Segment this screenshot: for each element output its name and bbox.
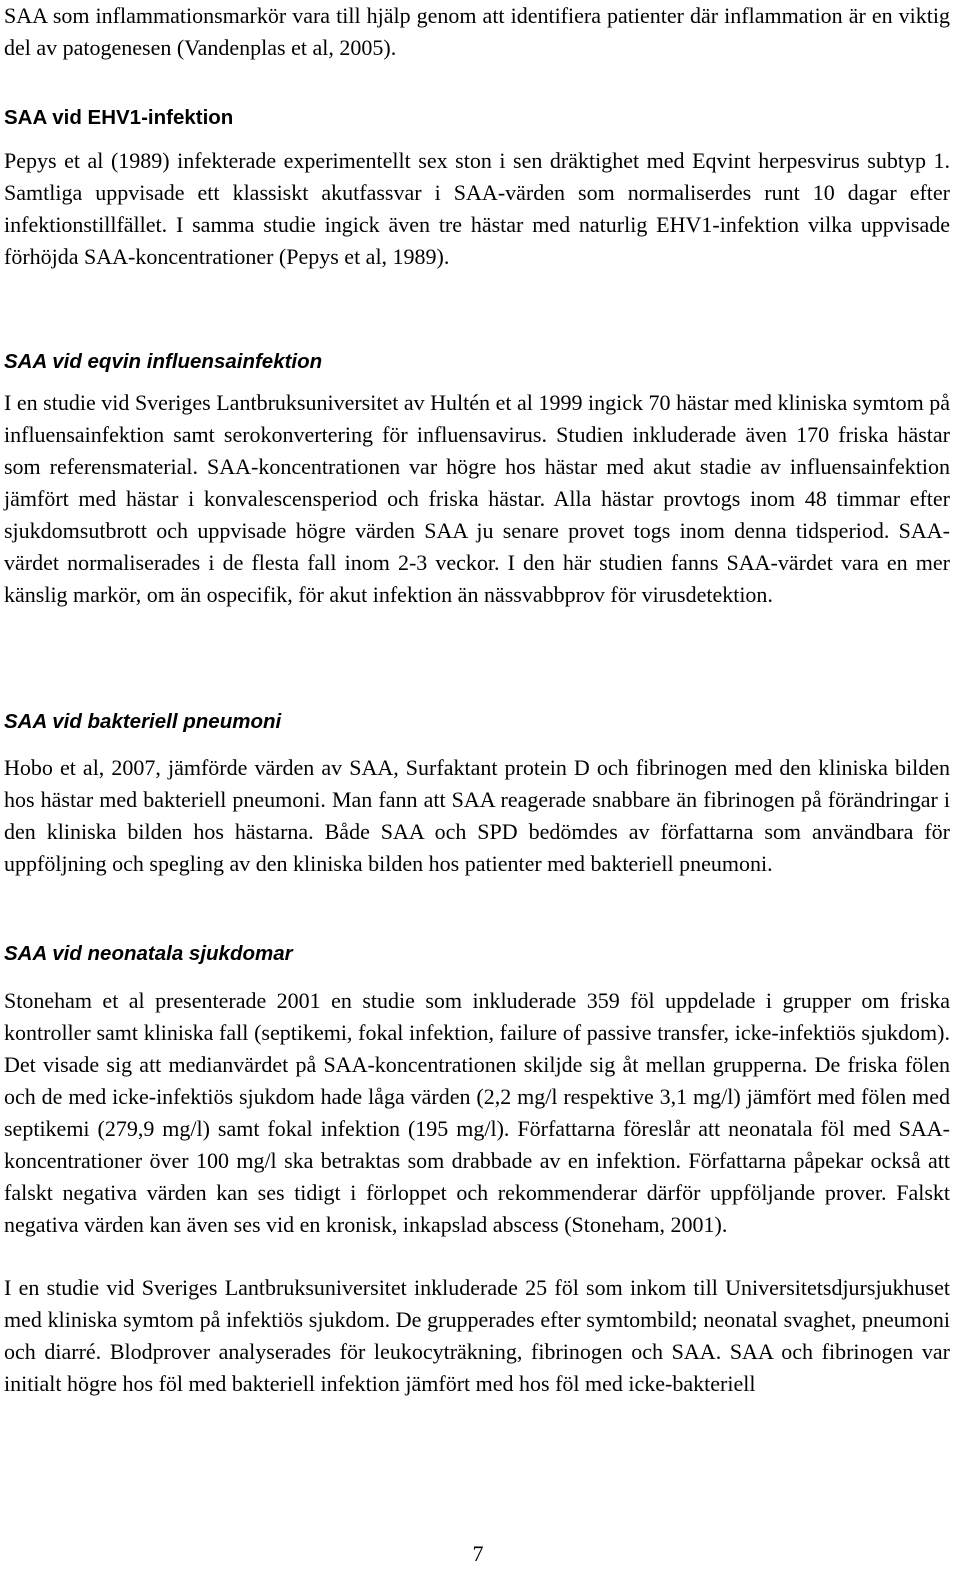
section-pneumoni (4, 707, 950, 880)
section-neonatala (4, 939, 950, 1400)
section-influensa (4, 347, 950, 611)
section-paragraph: I en studie vid Sveriges Lantbruksuniversitet av Hultén et al 1999 ingick 70 hästar med kliniska symtom på influensainfektion samt serokonvertering för influensavirus. Studien inkluderade även 170 friska hästar som referensmaterial. SAA-koncentrationen var högre hos hästar med akut stadie av influensainfektion jämfört med hästar i konvalescensperiod och friska hästar. Alla hästar provtogs inom 48 timmar efter sjukdomsutbrott och uppvisade högre värden SAA ju senare provet togs inom denna tidsperiod. SAA-värdet normaliserades i de flesta fall inom 2-3 veckor. I den här studien fanns SAA-värdet vara en mer känslig markör, om än ospecifik, för akut infektion än nässvabbprov för virusdetektion. (4, 390, 950, 607)
section-paragraph: I en studie vid Sveriges Lantbruksuniversitet inkluderade 25 föl som inkom till Universitetsdjursjukhuset med kliniska symtom på infektiös sjukdom. De grupperades efter symtombild; neonatal svaghet, pneumoni och diarré. Blodprover analyserades för leukocyträkning, fibrinogen och SAA. SAA och fibrinogen var initialt högre hos föl med bakteriell infektion jämfört med hos föl med icke-bakteriell (4, 1275, 950, 1396)
page-number: 7 (472, 1541, 484, 1566)
section-heading: SAA vid EHV1-infektion (4, 106, 234, 129)
intro-paragraph: SAA som inflammationsmarkör vara till hjälp genom att identifiera patienter där inflammation är en viktig del av patogenesen (Vandenplas et al, 2005). (4, 3, 950, 60)
section-ehv1 (4, 103, 950, 273)
section-heading: SAA vid bakteriell pneumoni (4, 710, 282, 733)
section-heading: SAA vid neonatala sjukdomar (4, 942, 293, 965)
section-paragraph: Pepys et al (1989) infekterade experimentellt sex ston i sen dräktighet med Eqvint herpesvirus subtyp 1. Samtliga uppvisade ett klassiskt akutfassvar i SAA-värden som normaliserdes runt 10 dagar efter infektionstillfället. I samma studie ingick även tre hästar med naturlig EHV1-infektion vilka uppvisade förhöjda SAA-koncentrationer (Pepys et al, 1989). (4, 148, 950, 269)
section-paragraph: Stoneham et al presenterade 2001 en studie som inkluderade 359 föl uppdelade i grupper om friska kontroller samt kliniska fall (septikemi, fokal infektion, failure of passive transfer, icke-infektiös sjukdom). Det visade sig att medianvärdet på SAA-koncentrationen skiljde sig åt mellan grupperna. De friska fölen och de med icke-infektiös sjukdom hade låga värden (2,2 mg/l respektive 3,1 mg/l) jämfört med fölen med septikemi (279,9 mg/l) samt fokal infektion (195 mg/l). Författarna föreslår att neonatala föl med SAA-koncentrationer över 100 mg/l ska betraktas som drabbade av en infektion. Författarna påpekar också att falskt negativa värden kan ses tidigt i förloppet och rekommenderar därför uppföljande prover. Falskt negativa värden kan även ses vid en kronisk, inkapslad abscess (Stoneham, 2001). (4, 988, 950, 1237)
section-heading: SAA vid eqvin influensainfektion (4, 350, 323, 373)
section-paragraph: Hobo et al, 2007, jämförde värden av SAA, Surfaktant protein D och fibrinogen med den kliniska bilden hos hästar med bakteriell pneumoni. Man fann att SAA reagerade snabbare än fibrinogen på förändringar i den kliniska bilden hos hästarna. Både SAA och SPD bedömdes av författarna som användbara för uppföljning och spegling av den kliniska bilden hos patienter med bakteriell pneumoni. (4, 755, 950, 876)
